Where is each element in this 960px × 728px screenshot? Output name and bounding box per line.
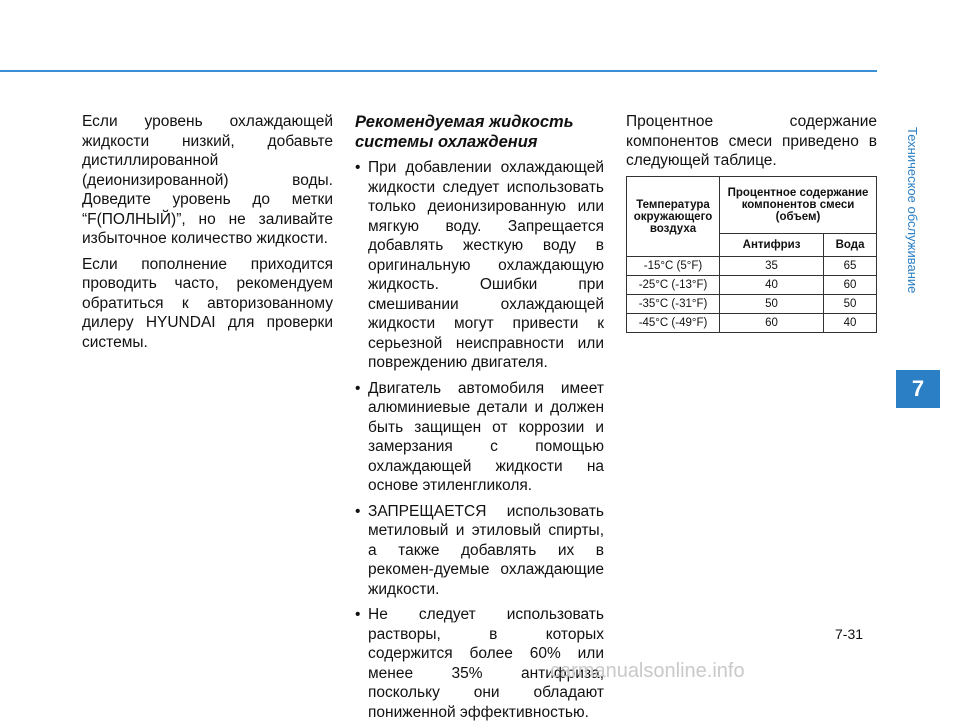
left-column	[82, 112, 333, 358]
bullet-icon: •	[355, 502, 361, 520]
antifreeze-cell: 50	[720, 295, 824, 314]
paragraph-line: Если уровень охлаждающей	[82, 113, 333, 130]
antifreeze-cell: 35	[720, 257, 824, 276]
water-cell: 65	[824, 257, 877, 276]
list-item	[355, 158, 604, 373]
list-item-text: Двигатель автомобиля имеет алюминиевые детали и должен быть защищен от коррозии и замерзания с помощью охлаждающей жидкости на основе этиленгликоля.	[368, 379, 604, 494]
bullet-icon: •	[355, 379, 361, 397]
watermark: carmanualsonline.info	[550, 660, 745, 682]
bullet-icon: •	[355, 606, 361, 623]
paragraph-line: жидкости низкий, добавьте	[82, 132, 333, 150]
table-intro: Процентное содержание компонентов смеси приведено в следующей таблице.	[626, 113, 877, 169]
table-row	[627, 257, 877, 276]
middle-column	[355, 112, 604, 728]
bullet-list	[355, 158, 604, 722]
temperature-cell: -35°C (-31°F)	[627, 295, 720, 314]
temperature-cell: -25°C (-13°F)	[627, 276, 720, 295]
list-item	[355, 502, 604, 600]
paragraph-line: Доведите уровень до метки	[82, 191, 333, 208]
antifreeze-header: Антифриз	[720, 234, 824, 257]
mixture-header: Процентное содержание компонентов смеси (объем)	[720, 177, 877, 234]
water-cell: 60	[824, 276, 877, 295]
paragraph-line: избыточное количество жидкости.	[82, 230, 328, 247]
table-row	[627, 314, 877, 333]
temperature-cell: -15°C (5°F)	[627, 257, 720, 276]
chapter-tab: 7	[896, 370, 940, 408]
temperature-cell: -45°C (-49°F)	[627, 314, 720, 333]
section-title-vertical: Техническое обслуживание	[905, 126, 920, 294]
paragraph-line: (деионизированной) воды.	[82, 171, 333, 189]
paragraph-low-coolant	[82, 112, 333, 249]
coolant-mixture-table	[626, 176, 877, 333]
list-item-text: ЗАПРЕЩАЕТСЯ использовать метиловый и этиловый спирты, а также добавлять их в рекомен-дуемые охлаждающие жидкости.	[368, 502, 604, 598]
list-item-text: Не следует использовать растворы, в которых содержится более 60% или менее 35% антифриза, поскольку они обладают пониженной эффективностью.	[368, 606, 604, 721]
section-heading: Рекомендуемая жидкость системы охлаждения	[355, 113, 574, 151]
antifreeze-cell: 40	[720, 276, 824, 295]
water-cell: 40	[824, 314, 877, 333]
water-cell: 50	[824, 295, 877, 314]
paragraph-line: “F(ПОЛНЫЙ)”, но не заливайте	[82, 210, 333, 228]
header-rule	[0, 70, 877, 72]
bullet-icon: •	[355, 159, 361, 176]
temperature-header: Температура окружающего воздуха	[627, 177, 720, 257]
table-row	[627, 276, 877, 295]
page-number: 7-31	[835, 626, 864, 642]
list-item	[355, 379, 604, 496]
table-row	[627, 295, 877, 314]
antifreeze-cell: 60	[720, 314, 824, 333]
paragraph-frequent-refill: Если пополнение приходится проводить часто, рекомендуем обратиться к авторизованному дилеру HYUNDAI для проверки системы.	[82, 255, 333, 351]
right-column	[626, 112, 877, 177]
paragraph-line: дистиллированной	[82, 152, 219, 169]
list-item-text: При добавлении охлаждающей жидкости следует использовать только деионизированную или мягкую воду. Запрещается добавлять жесткую воду в оригинальную охлаждающую жидкость. Ошибки при смешивании охлаждающей жидкости могут привести к серьезной неисправности или повреждению двигателя.	[368, 159, 604, 371]
water-header: Вода	[824, 234, 877, 257]
